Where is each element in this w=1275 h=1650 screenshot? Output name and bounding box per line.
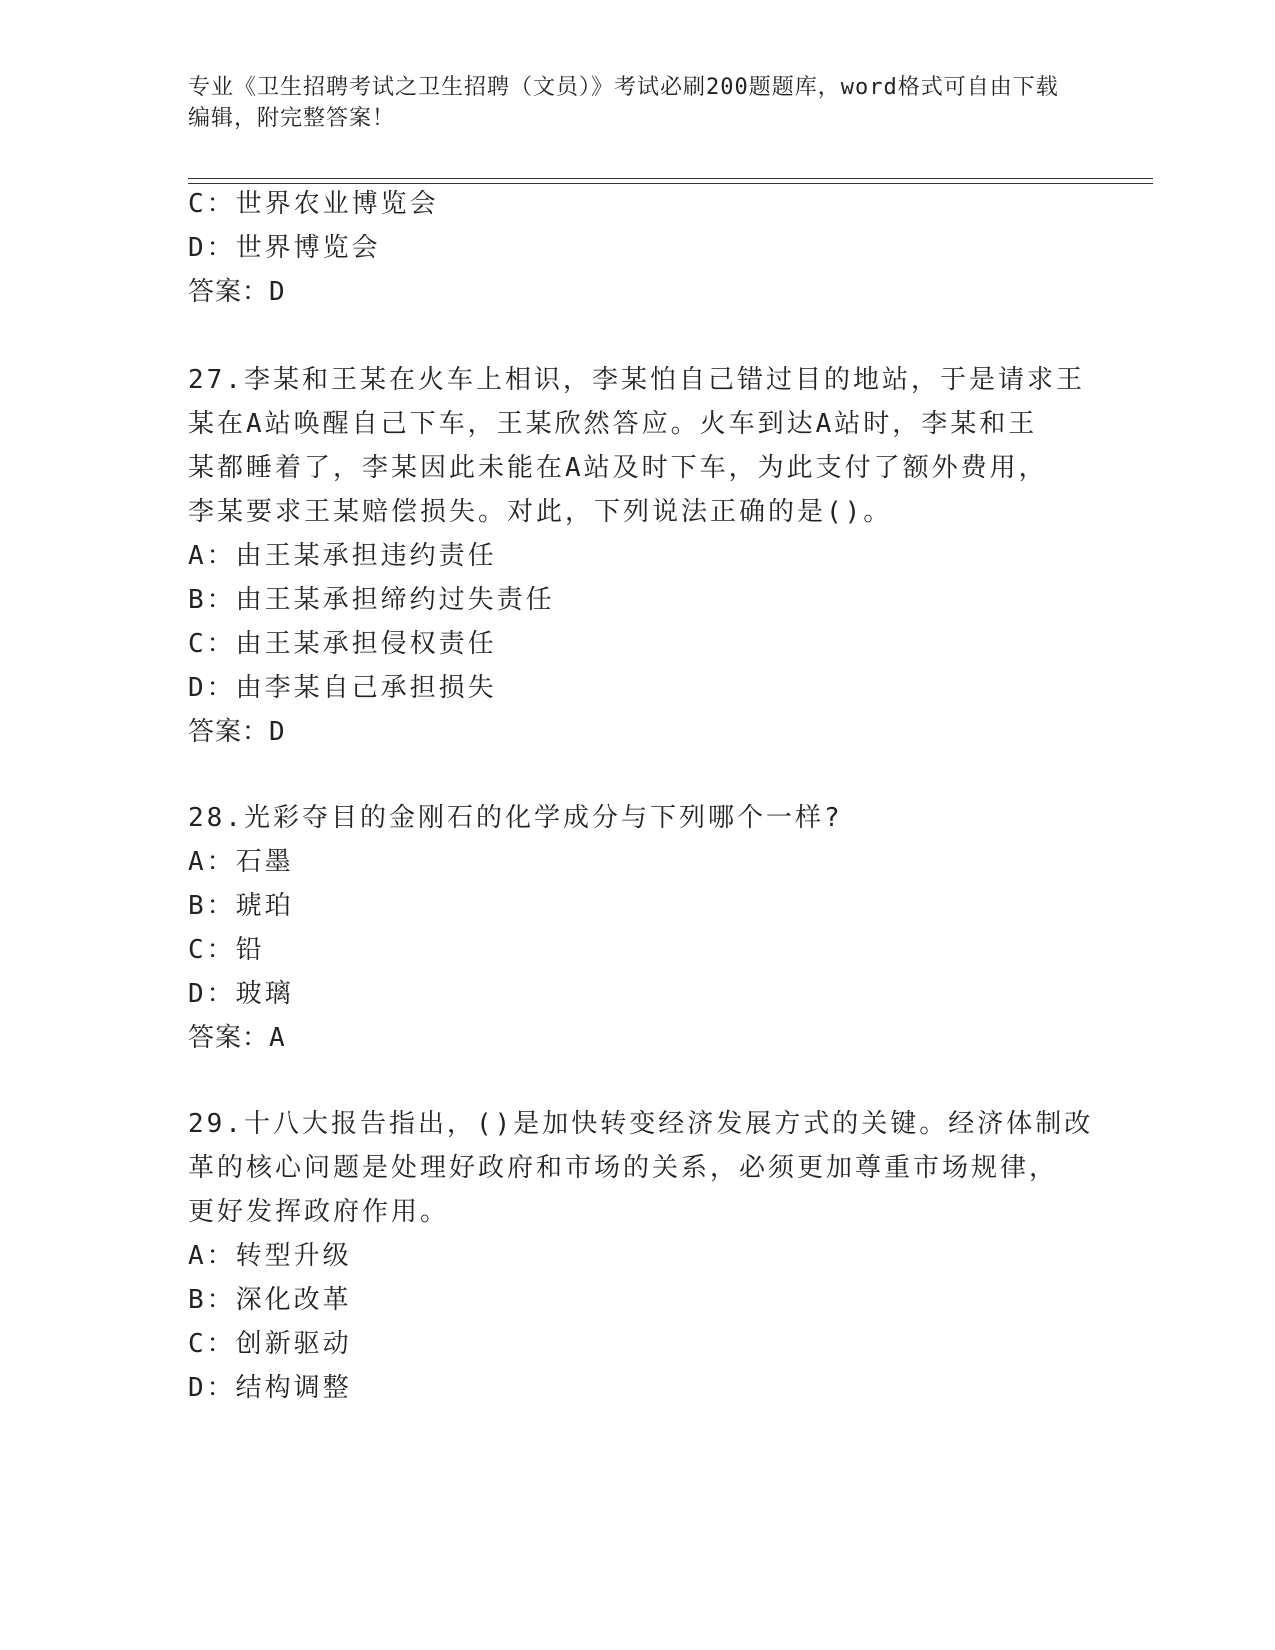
q29-option-a: A：转型升级: [188, 1241, 352, 1271]
q27-stem-line-3: 某都睡着了，李某因此未能在A站及时下车，为此支付了额外费用，: [188, 453, 1048, 483]
q26-answer: 答案：D: [188, 277, 286, 307]
q27-stem-line-2: 某在A站唤醒自己下车，王某欣然答应。火车到达A站时，李某和王: [188, 409, 1038, 439]
q28-option-c: C：铅: [188, 935, 265, 965]
q28-stem-line-1: 28.光彩夺目的金刚石的化学成分与下列哪个一样?: [188, 803, 843, 833]
q27-answer: 答案：D: [188, 717, 286, 747]
q26-option-d: D：世界博览会: [188, 233, 381, 263]
q29-stem-line-3: 更好发挥政府作用。: [188, 1197, 450, 1227]
q28-option-b: B：琥珀: [188, 891, 294, 921]
q28-option-a: A：石墨: [188, 847, 294, 877]
header-divider-top: [188, 178, 1153, 179]
q28-answer: 答案：A: [188, 1023, 286, 1053]
q29-option-b: B：深化改革: [188, 1285, 352, 1315]
q27-option-a: A：由王某承担违约责任: [188, 541, 497, 571]
q29-option-d: D：结构调整: [188, 1373, 352, 1403]
q27-option-c: C：由王某承担侵权责任: [188, 629, 497, 659]
q27-stem-line-4: 李某要求王某赔偿损失。对此，下列说法正确的是()。: [188, 497, 893, 527]
q27-stem-line-1: 27.李某和王某在火车上相识，李某怕自己错过目的地站，于是请求王: [188, 365, 1085, 395]
q26-option-c: C：世界农业博览会: [188, 189, 439, 219]
q28-option-d: D：玻璃: [188, 979, 294, 1009]
header-divider-bottom: [188, 183, 1153, 184]
q27-option-b: B：由王某承担缔约过失责任: [188, 585, 555, 615]
q29-stem-line-2: 革的核心问题是处理好政府和市场的关系，必须更加尊重市场规律，: [188, 1153, 1059, 1183]
document-header: 专业《卫生招聘考试之卫生招聘（文员）》考试必刷200题题库，word格式可自由下载编辑，附完整答案！: [188, 75, 1059, 131]
q29-stem-line-1: 29.十八大报告指出，()是加快转变经济发展方式的关键。经济体制改: [188, 1109, 1094, 1139]
q27-option-d: D：由李某自己承担损失: [188, 673, 497, 703]
q29-option-c: C：创新驱动: [188, 1329, 352, 1359]
